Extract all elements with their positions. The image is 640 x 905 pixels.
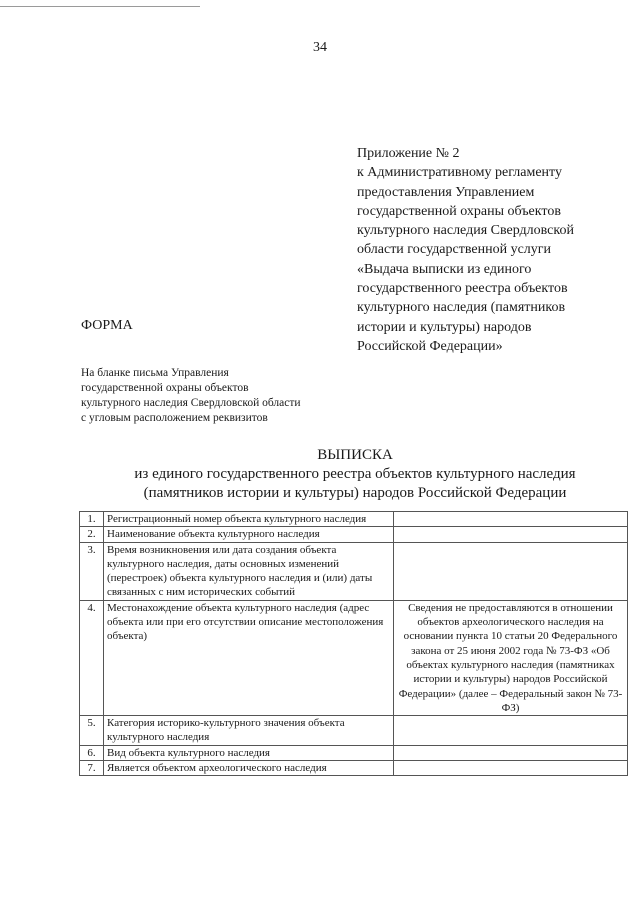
- row-value: Сведения не предоставляются в отношении объектов археологического наследия на основании пункта 10 статьи 20 Федерального закона от 25 июня 2002 года № 73-ФЗ «Об объектах культурного наследия (памятниках истории и культуры) народов Российской Федерации» (далее – Федеральный закон № 73-ФЗ): [394, 600, 628, 715]
- annex-line: истории и культуры) народов: [357, 319, 532, 335]
- document-subtitle-line: из единого государственного реестра объектов культурного наследия: [134, 466, 576, 482]
- row-number: 3.: [80, 542, 104, 600]
- letterhead-line: государственной охраны объектов: [81, 382, 249, 394]
- row-number: 1.: [80, 512, 104, 527]
- annex-line: к Административному регламенту: [357, 165, 562, 181]
- document-subtitle-line: (памятников истории и культуры) народов Российской Федерации: [143, 485, 567, 501]
- table-row: [80, 745, 628, 760]
- row-number: 6.: [80, 745, 104, 760]
- annex-line: «Выдача выписки из единого: [357, 261, 532, 277]
- row-label: Время возникновения или дата создания объекта культурного наследия, даты основных изменений (перестроек) объекта культурного наследия и (или) даты связанных с ним исторических событий: [104, 542, 394, 600]
- table-row: [80, 542, 628, 600]
- annex-line: области государственной услуги: [357, 242, 552, 258]
- row-value: [394, 527, 628, 542]
- letterhead-line: с угловым расположением реквизитов: [81, 412, 268, 424]
- row-label: Наименование объекта культурного наследия: [104, 527, 394, 542]
- annex-line: Российской Федерации»: [357, 338, 503, 354]
- table-row: [80, 716, 628, 746]
- annex-line: государственной охраны объектов: [357, 203, 561, 219]
- table-row: [80, 600, 628, 715]
- annex-line: культурного наследия Свердловской: [357, 223, 574, 239]
- annex-line: культурного наследия (памятников: [357, 300, 566, 316]
- annex-line: Приложение № 2: [357, 146, 460, 161]
- table-row: [80, 512, 628, 527]
- row-value: [394, 716, 628, 746]
- document-title: [80, 446, 630, 503]
- row-number: 7.: [80, 761, 104, 776]
- top-rule: [0, 6, 200, 7]
- row-value: [394, 542, 628, 600]
- row-value: [394, 761, 628, 776]
- row-number: 4.: [80, 600, 104, 715]
- row-label: Вид объекта культурного наследия: [104, 745, 394, 760]
- page-number: 34: [313, 40, 327, 55]
- annex-line: предоставления Управлением: [357, 184, 535, 200]
- annex-block: [357, 144, 607, 356]
- row-label: Местонахождение объекта культурного наследия (адрес объекта или при его отсутствии описание местоположения объекта): [104, 600, 394, 715]
- row-label: Является объектом археологического наследия: [104, 761, 394, 776]
- annex-line: государственного реестра объектов: [357, 281, 568, 297]
- row-number: 2.: [80, 527, 104, 542]
- table-row: [80, 761, 628, 776]
- row-number: 5.: [80, 716, 104, 746]
- row-value: [394, 745, 628, 760]
- row-label: Регистрационный номер объекта культурного наследия: [104, 512, 394, 527]
- letterhead-note: [81, 366, 351, 426]
- document-heading: ВЫПИСКА: [317, 447, 393, 463]
- letterhead-line: На бланке письма Управления: [81, 367, 229, 379]
- row-value: [394, 512, 628, 527]
- form-label: ФОРМА: [81, 318, 133, 333]
- extract-table: [79, 511, 628, 776]
- table-row: [80, 527, 628, 542]
- row-label: Категория историко-культурного значения объекта культурного наследия: [104, 716, 394, 746]
- letterhead-line: культурного наследия Свердловской области: [81, 397, 301, 409]
